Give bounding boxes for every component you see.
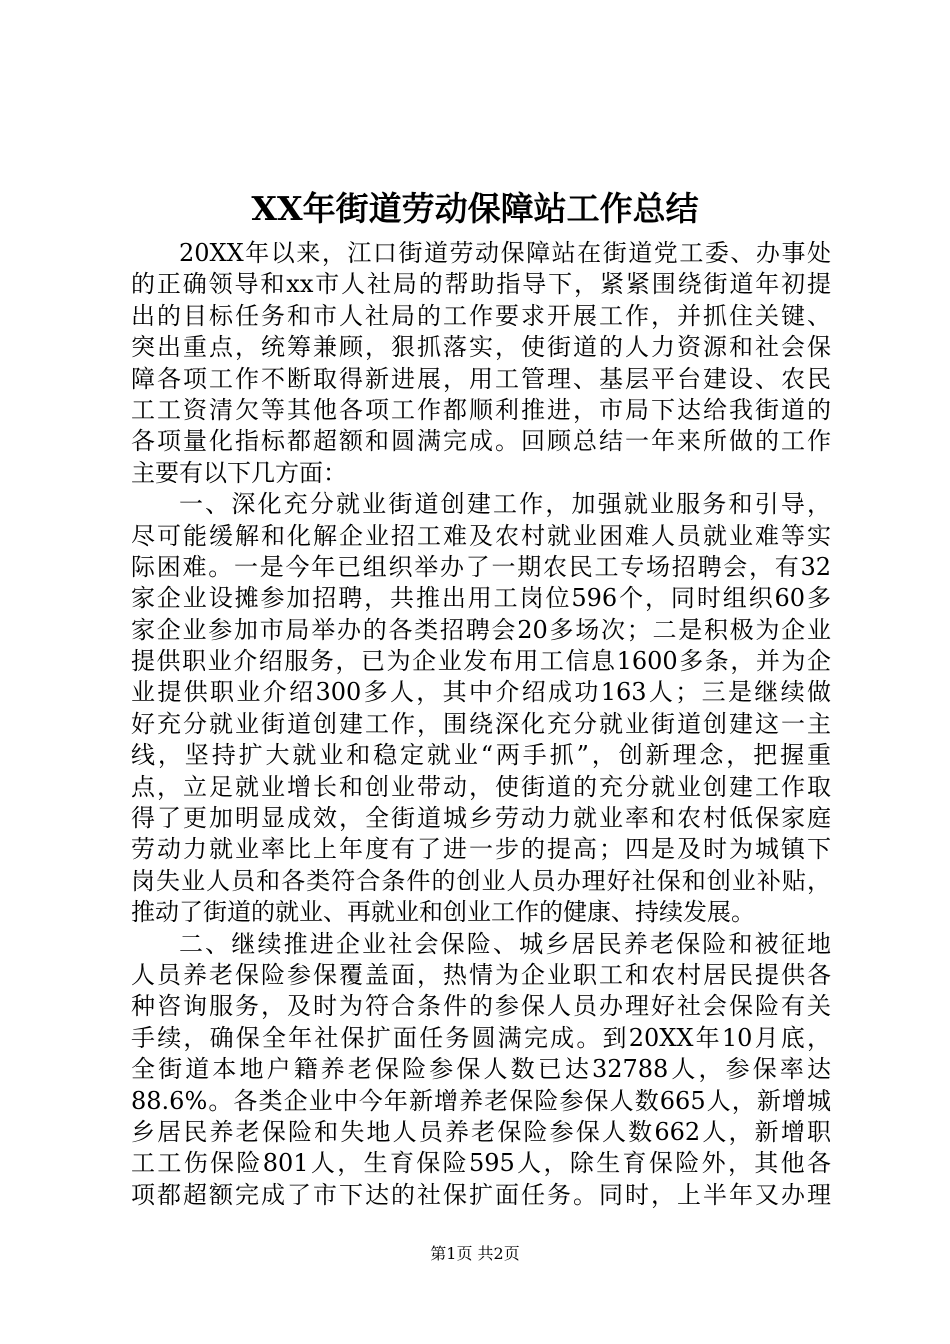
body-line: 好充分就业街道创建工作，围绕深化充分就业街道创建这一主 — [131, 709, 831, 738]
body-line: 点，立足就业增长和创业带动，使街道的充分就业创建工作取 — [131, 772, 831, 801]
body-line: 的正确领导和xx市人社局的帮助指导下，紧紧围绕街道年初提 — [131, 270, 831, 299]
body-line: 各项量化指标都超额和圆满完成。回顾总结一年来所做的工作 — [131, 427, 831, 456]
body-line: 88.6%。各类企业中今年新增养老保险参保人数665人，新增城 — [131, 1086, 831, 1115]
document-body — [131, 238, 831, 1211]
body-line: 手续，确保全年社保扩面任务圆满完成。到20XX年10月底， — [131, 1023, 831, 1052]
body-line: 尽可能缓解和化解企业招工难及农村就业困难人员就业难等实 — [131, 521, 831, 550]
body-line: 工工资清欠等其他各项工作都顺利推进，市局下达给我街道的 — [131, 395, 831, 424]
body-line: 全街道本地户籍养老保险参保人数已达32788人，参保率达 — [131, 1055, 831, 1084]
body-line: 工工伤保险801人，生育保险595人，除生育保险外，其他各 — [131, 1149, 831, 1178]
body-line: 提供职业介绍服务，已为企业发布用工信息1600多条，并为企 — [131, 647, 831, 676]
body-line: 线，坚持扩大就业和稳定就业“两手抓”，创新理念，把握重 — [131, 741, 831, 770]
body-line: 岗失业人员和各类符合条件的创业人员办理好社保和创业补贴， — [131, 866, 831, 895]
document-title: XX年街道劳动保障站工作总结 — [251, 189, 699, 228]
body-line: 突出重点，统筹兼顾，狠抓落实，使街道的人力资源和社会保 — [131, 333, 831, 362]
body-line: 20XX年以来，江口街道劳动保障站在街道党工委、办事处 — [179, 239, 831, 267]
body-line: 二、继续推进企业社会保险、城乡居民养老保险和被征地 — [179, 929, 831, 958]
body-line: 一、深化充分就业街道创建工作，加强就业服务和引导， — [179, 490, 831, 519]
body-line: 业提供职业介绍300多人，其中介绍成功163人；三是继续做 — [131, 678, 831, 707]
body-line: 得了更加明显成效，全街道城乡劳动力就业率和农村低保家庭 — [131, 804, 831, 833]
body-line: 障各项工作不断取得新进展，用工管理、基层平台建设、农民 — [131, 364, 831, 393]
body-line: 项都超额完成了市下达的社保扩面任务。同时，上半年又办理 — [131, 1180, 831, 1209]
body-line: 家企业设摊参加招聘，共推出用工岗位596个，同时组织60多 — [131, 584, 831, 613]
body-line: 主要有以下几方面： — [131, 458, 347, 487]
body-line: 际困难。一是今年已组织举办了一期农民工专场招聘会，有32 — [131, 552, 831, 581]
page-footer: 第1页 共2页 — [430, 1244, 520, 1263]
body-line: 种咨询服务，及时为符合条件的参保人员办理好社会保险有关 — [131, 992, 831, 1021]
body-line: 出的目标任务和市人社局的工作要求开展工作，并抓住关键、 — [131, 301, 831, 330]
body-line: 推动了街道的就业、再就业和创业工作的健康、持续发展。 — [131, 898, 755, 927]
body-line: 劳动力就业率比上年度有了进一步的提高；四是及时为城镇下 — [131, 835, 831, 864]
body-line: 家企业参加市局举办的各类招聘会20多场次；二是积极为企业 — [131, 615, 831, 644]
body-line: 人员养老保险参保覆盖面，热情为企业职工和农村居民提供各 — [131, 960, 831, 989]
body-line: 乡居民养老保险和失地人员养老保险参保人数662人，新增职 — [131, 1117, 831, 1146]
